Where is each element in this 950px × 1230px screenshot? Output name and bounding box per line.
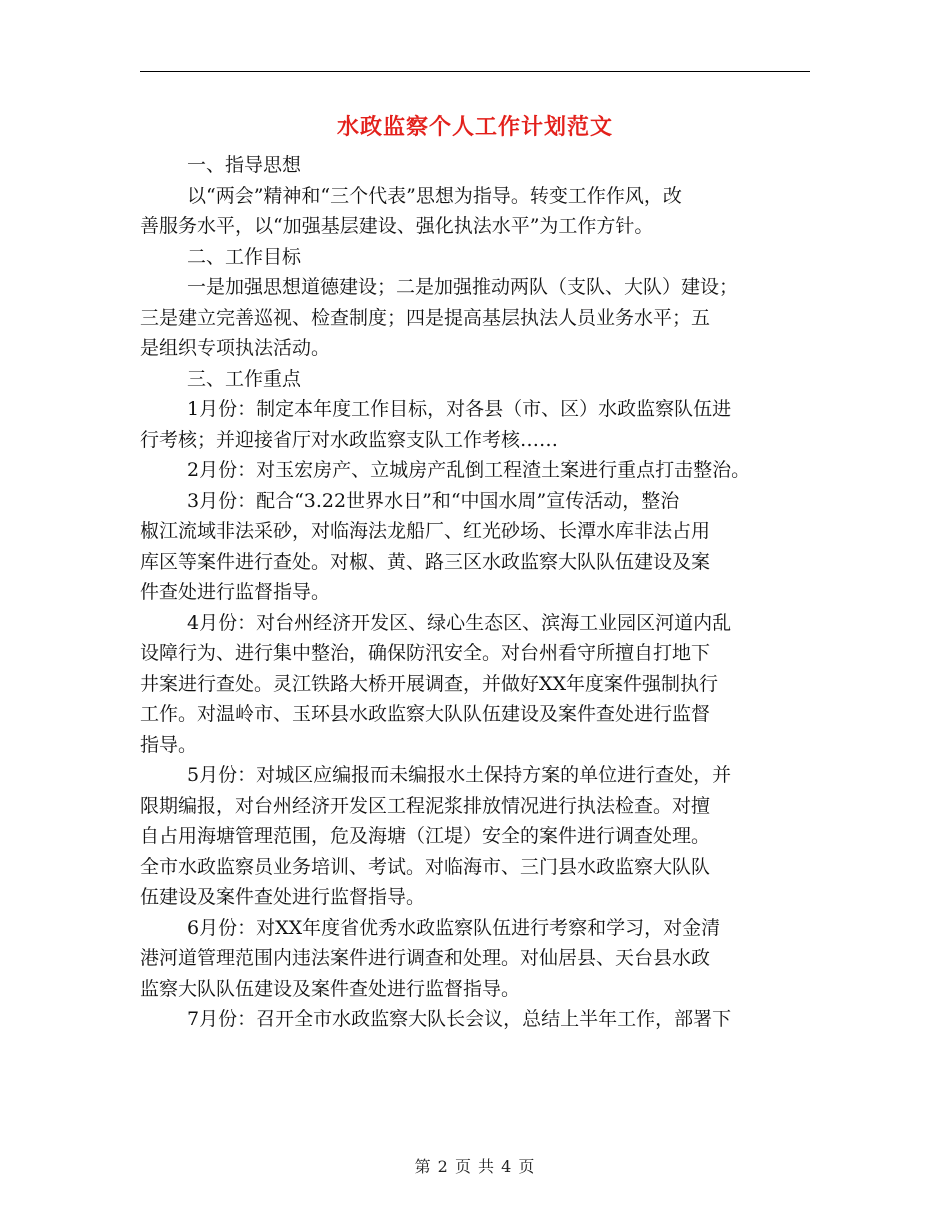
paragraph-line: 井案进行查处。灵江铁路大桥开展调查，并做好XX年度案件强制执行	[140, 672, 719, 695]
section-heading: 三、工作重点	[187, 367, 302, 390]
paragraph-line: 是组织专项执法活动。	[140, 337, 331, 359]
paragraph-line: 工作。对温岭市、玉环县水政监察大队队伍建设及案件查处进行监督	[140, 703, 711, 725]
document-body	[140, 150, 820, 1035]
paragraph-line: 监察大队队伍建设及案件查处进行监督指导。	[140, 977, 521, 1000]
paragraph-line: 1月份：制定本年度工作目标，对各县（市、区）水政监察队伍进	[187, 398, 732, 420]
paragraph-line: 限期编报，对台州经济开发区工程泥浆排放情况进行执法检查。对擅	[140, 794, 711, 817]
paragraph-line: 5月份：对城区应编报而未编报水土保持方案的单位进行查处，并	[187, 764, 732, 786]
paragraph-line: 库区等案件进行查处。对椒、黄、路三区水政监察大队队伍建设及案	[140, 550, 711, 573]
paragraph-line: 3月份：配合“3.22世界水日”和“中国水周”宣传活动，整治	[187, 489, 680, 512]
paragraph-line: 6月份：对XX年度省优秀水政监察队伍进行考察和学习，对金清	[187, 916, 721, 939]
paragraph-line: 件查处进行监督指导。	[140, 581, 331, 603]
section-heading: 二、工作目标	[187, 245, 302, 268]
paragraph-line: 设障行为、进行集中整治，确保防汛安全。对台州看守所擅自打地下	[140, 642, 711, 664]
paragraph-line: 自占用海塘管理范围，危及海塘（江堤）安全的案件进行调查处理。	[140, 825, 711, 847]
paragraph-line: 全市水政监察员业务培训、考试。对临海市、三门县水政监察大队队	[140, 855, 711, 878]
paragraph-line: 行考核；并迎接省厅对水政监察支队工作考核……	[140, 428, 559, 451]
document-title: 水政监察个人工作计划范文	[336, 114, 613, 140]
paragraph-line: 指导。	[140, 733, 198, 756]
paragraph-line: 伍建设及案件查处进行监督指导。	[140, 886, 426, 908]
paragraph-line: 港河道管理范围内违法案件进行调查和处理。对仙居县、天台县水政	[140, 947, 711, 969]
paragraph-line: 一是加强思想道德建设；二是加强推动两队（支队、大队）建设；	[187, 276, 739, 298]
paragraph-line: 2月份：对玉宏房产、立城房产乱倒工程渣土案进行重点打击整治。	[187, 459, 751, 481]
paragraph-line: 4月份：对台州经济开发区、绿心生态区、滨海工业园区河道内乱	[187, 611, 732, 634]
header-rule	[140, 71, 810, 72]
paragraph-line: 以“两会”精神和“三个代表”思想为指导。转变工作作风，改	[187, 184, 682, 207]
page-number: 第 2 页 共 4 页	[414, 1157, 536, 1176]
paragraph-line: 7月份：召开全市水政监察大队长会议，总结上半年工作，部署下	[187, 1008, 732, 1030]
section-heading: 一、指导思想	[187, 154, 302, 176]
paragraph-line: 三是建立完善巡视、检查制度；四是提高基层执法人员业务水平；五	[140, 306, 711, 329]
paragraph-line: 椒江流域非法采砂，对临海法龙船厂、红光砂场、长潭水库非法占用	[140, 520, 711, 542]
paragraph-line: 善服务水平，以“加强基层建设、强化执法水平”为工作方针。	[140, 215, 654, 237]
